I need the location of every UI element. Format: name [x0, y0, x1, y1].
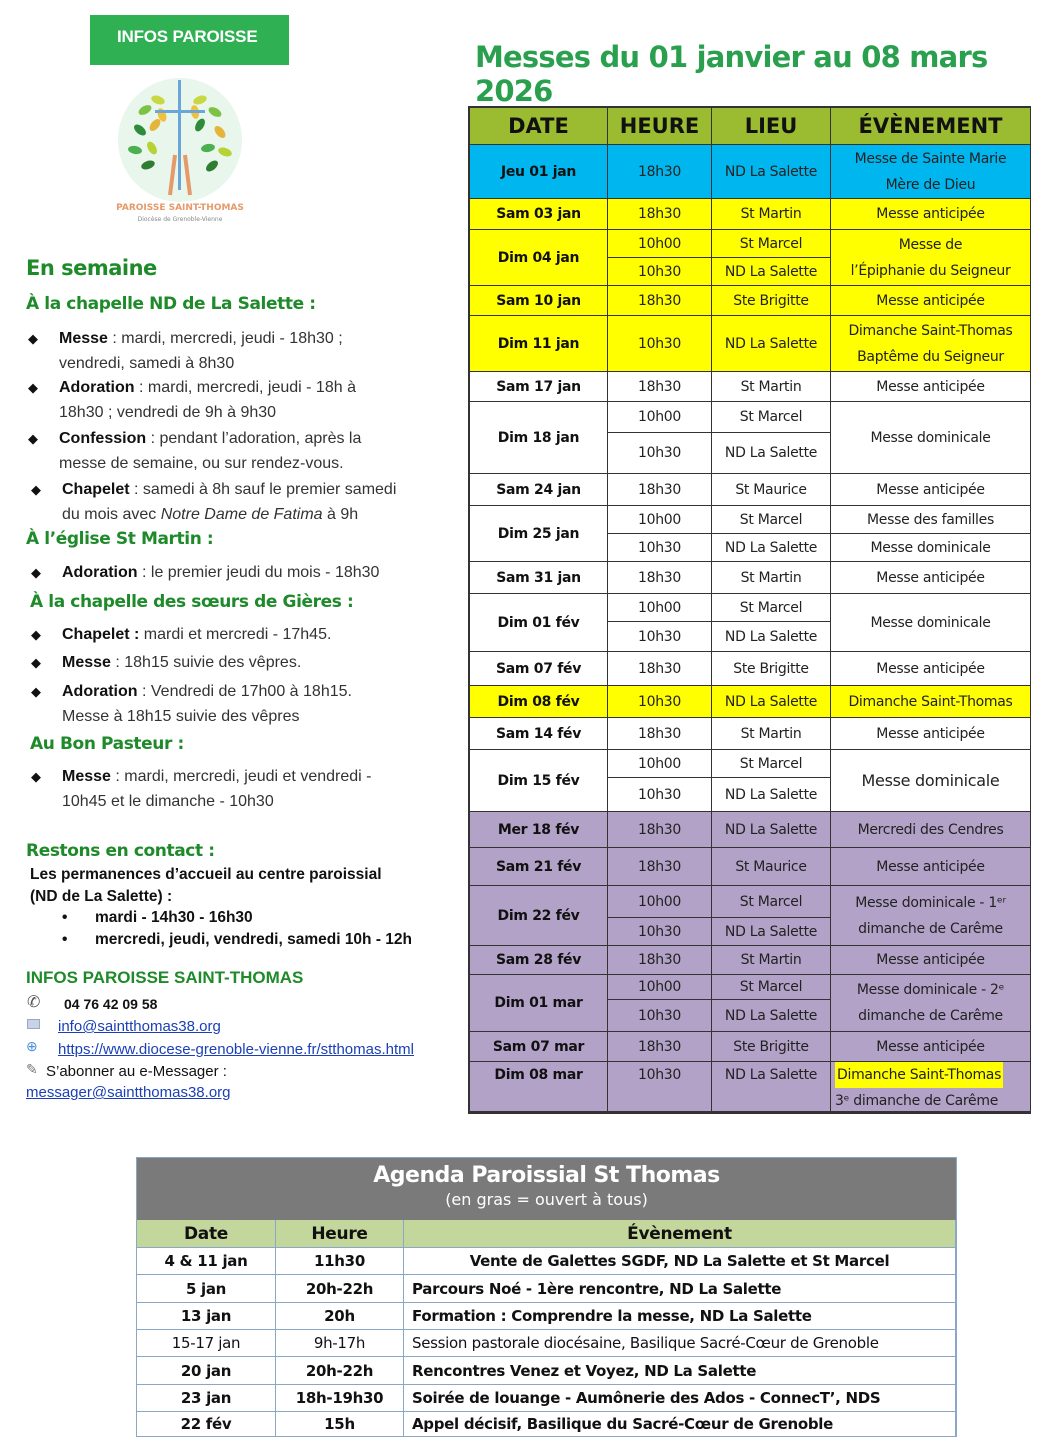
list-item-chapelet-salette: ◆ Chapelet : samedi à 8h sauf le premier samedi du mois avec Notre Dame de Fatima à 9h [31, 477, 451, 527]
mass-place: Ste Brigitte [712, 652, 831, 686]
mass-event-line: Messe anticipée [876, 858, 985, 875]
tree-cross-logo-icon [100, 70, 260, 230]
contact-heading: Restons en contact : [26, 841, 215, 861]
mass-event-line: Messe dominicale [870, 429, 991, 446]
section-heading-st-martin: À l’église St Martin : [26, 529, 214, 549]
list-item-messe-salette: ◆ Messe : mardi, mercredi, jeudi - 18h30 ; vendredi, samedi à 8h30 [28, 326, 448, 376]
mass-event-line: Messe dominicale - 1ᵉʳ [855, 894, 1006, 911]
mass-place: St Martin [712, 718, 831, 750]
mass-event-line: Dimanche Saint-Thomas [848, 322, 1013, 339]
mass-place: St Martin [712, 372, 831, 402]
mass-event [831, 946, 1031, 975]
mass-date: Sam 21 fév [470, 848, 608, 886]
mass-place: ND La Salette [712, 258, 831, 286]
mass-place: St Marcel [712, 750, 831, 778]
mass-time: 18h30 [608, 946, 712, 975]
mass-event [831, 372, 1031, 402]
mass-place: ND La Salette [712, 433, 831, 474]
mass-event-line: Messe de Sainte Marie [854, 150, 1007, 167]
mass-event-line: Messe anticipée [876, 481, 985, 498]
mass-place: ND La Salette [712, 918, 831, 946]
mass-event-line: Messe dominicale [870, 614, 991, 631]
list-item-confession: ◆ Confession : pendant l’adoration, après la messe de semaine, ou sur rendez-vous. [28, 426, 448, 476]
mass-place: St Marcel [712, 886, 831, 918]
phone-number: 04 76 42 09 58 [64, 996, 158, 1012]
mass-event [831, 145, 1031, 199]
header-heure: HEURE [608, 108, 712, 145]
svg-text:Diocèse de Grenoble-Vienne: Diocèse de Grenoble-Vienne [137, 216, 223, 223]
agenda-date: 15-17 jan [137, 1330, 276, 1357]
bullet-icon: • [62, 931, 68, 948]
email-link[interactable]: info@saintthomas38.org [58, 1018, 221, 1035]
mass-event [831, 594, 1031, 652]
mass-place: ND La Salette [712, 1062, 831, 1112]
mass-time: 18h30 [608, 145, 712, 199]
list-item-adoration-salette: ◆ Adoration : mardi, mercredi, jeudi - 18h à 18h30 ; vendredi de 9h à 9h30 [28, 375, 448, 425]
mass-event [831, 848, 1031, 886]
mass-place: ND La Salette [712, 686, 831, 718]
mass-date: Sam 07 fév [470, 652, 608, 686]
mass-event-line: Messe anticipée [876, 292, 985, 309]
diamond-bullet-icon: ◆ [31, 769, 41, 784]
mass-date: Sam 07 mar [470, 1032, 608, 1062]
mass-event-line: Messe anticipée [876, 725, 985, 742]
mass-time: 10h30 [608, 622, 712, 652]
mass-time: 10h00 [608, 750, 712, 778]
mass-time: 10h30 [608, 534, 712, 562]
mass-time: 10h00 [608, 506, 712, 534]
agenda-event: Formation : Comprendre la messe, ND La Salette [404, 1303, 956, 1330]
diamond-bullet-icon: ◆ [28, 331, 38, 346]
mass-time: 18h30 [608, 652, 712, 686]
mass-place: ND La Salette [712, 316, 831, 372]
mass-event-line: Messe anticipée [876, 952, 985, 968]
mass-place: St Marcel [712, 594, 831, 622]
email-icon [27, 1019, 40, 1029]
mass-event [831, 199, 1031, 230]
mass-time: 10h00 [608, 886, 712, 918]
agenda-header-date: Date [137, 1220, 276, 1248]
mass-place: ND La Salette [712, 1000, 831, 1032]
mass-date: Dim 11 jan [470, 316, 608, 372]
agenda-event: Parcours Noé - 1ère rencontre, ND La Salette [404, 1275, 956, 1303]
permanence-slot: • mercredi, jeudi, vendredi, samedi 10h - 12h [62, 931, 413, 948]
mass-date: Dim 08 fév [470, 686, 608, 718]
mass-place: ND La Salette [712, 534, 831, 562]
list-item-adoration-gieres: ◆ Adoration : Vendredi de 17h00 à 18h15. Messe à 18h15 suivie des vêpres [31, 679, 451, 729]
section-heading-bon-pasteur: Au Bon Pasteur : [30, 734, 184, 754]
mass-time: 10h30 [608, 316, 712, 372]
diamond-bullet-icon: ◆ [31, 565, 41, 580]
mass-event: Messe dominicale [831, 534, 1031, 562]
agenda-time: 18h-19h30 [276, 1385, 404, 1412]
permanence-slot: • mardi - 14h30 - 16h30 [62, 909, 253, 926]
agenda-event: Soirée de louange - Aumônerie des Ados - ConnecT’, NDS [404, 1385, 956, 1412]
agenda-time: 20h [276, 1303, 404, 1330]
mass-event-line: Messe anticipée [876, 569, 985, 586]
mass-event-line: Dimanche Saint-Thomas [848, 693, 1013, 710]
infos-saint-thomas-heading: INFOS PAROISSE SAINT-THOMAS [26, 968, 304, 987]
mass-place: ND La Salette [712, 812, 831, 848]
agenda-date: 22 fév [137, 1412, 276, 1437]
agenda-event: Vente de Galettes SGDF, ND La Salette et St Marcel [404, 1248, 956, 1275]
agenda-date: 4 & 11 jan [137, 1248, 276, 1275]
subscribe-label: S’abonner au e-Messager : [46, 1063, 227, 1080]
mass-time: 10h30 [608, 1062, 712, 1112]
mass-place: ND La Salette [712, 622, 831, 652]
mass-time: 18h30 [608, 848, 712, 886]
mass-date: Dim 18 jan [470, 402, 608, 474]
agenda-title: Agenda Paroissial St Thomas [373, 1163, 720, 1188]
mass-date: Mer 18 fév [470, 812, 608, 848]
list-item-adoration-st-martin: ◆ Adoration : le premier jeudi du mois - 18h30 [31, 560, 451, 585]
mass-date: Dim 25 jan [470, 506, 608, 562]
header-date: DATE [470, 108, 608, 145]
mass-date: Dim 15 fév [470, 750, 608, 812]
mass-event [831, 1032, 1031, 1062]
mass-date: Sam 14 fév [470, 718, 608, 750]
mass-event-line: Dimanche Saint-Thomas [835, 1062, 1003, 1088]
mass-event [831, 750, 1031, 812]
mass-time: 10h30 [608, 686, 712, 718]
mass-time: 10h00 [608, 975, 712, 1000]
mass-event-line: Messe dominicale - 2ᵉ [856, 982, 1005, 998]
mass-event-line: Baptême du Seigneur [857, 348, 1004, 365]
mass-place: ND La Salette [712, 778, 831, 812]
mass-time: 18h30 [608, 562, 712, 594]
mass-date: Dim 01 mar [470, 975, 608, 1032]
subscribe-email-link[interactable]: messager@saintthomas38.org [26, 1084, 231, 1101]
mass-event [831, 686, 1031, 718]
mass-event-line: Messe anticipée [876, 378, 985, 395]
diamond-bullet-icon: ◆ [31, 482, 41, 497]
mass-place: St Marcel [712, 230, 831, 258]
agenda-date: 13 jan [137, 1303, 276, 1330]
mass-time: 18h30 [608, 199, 712, 230]
mass-place: Ste Brigitte [712, 286, 831, 316]
mass-time: 10h30 [608, 778, 712, 812]
mass-event: Messe des familles [831, 506, 1031, 534]
mass-time: 10h30 [608, 1000, 712, 1032]
mass-place: St Maurice [712, 474, 831, 506]
mass-date: Sam 31 jan [470, 562, 608, 594]
mass-date: Sam 28 fév [470, 946, 608, 975]
diamond-bullet-icon: ◆ [31, 684, 41, 699]
mass-time: 18h30 [608, 1032, 712, 1062]
svg-text:PAROISSE SAINT-THOMAS: PAROISSE SAINT-THOMAS [116, 203, 244, 213]
mass-event [831, 652, 1031, 686]
mass-event-line: Messe anticipée [876, 1038, 985, 1055]
mass-place: St Martin [712, 946, 831, 975]
mass-event-line: Messe de [898, 236, 963, 253]
mass-event-line: Mercredi des Cendres [857, 821, 1004, 838]
mass-date: Jeu 01 jan [470, 145, 608, 199]
agenda-event: Session pastorale diocésaine, Basilique Sacré-Cœur de Grenoble [404, 1330, 956, 1357]
mass-place: St Marcel [712, 506, 831, 534]
list-item-messe-bon-pasteur: ◆ Messe : mardi, mercredi, jeudi et vendredi - 10h45 et le dimanche - 10h30 [31, 764, 451, 814]
mass-event-line: Messe dominicale [861, 770, 1000, 790]
mass-time: 10h00 [608, 594, 712, 622]
mass-place: St Maurice [712, 848, 831, 886]
agenda-date: 23 jan [137, 1385, 276, 1412]
mass-date: Sam 24 jan [470, 474, 608, 506]
agenda-table [136, 1157, 957, 1437]
mass-event-line: dimanche de Carême [858, 920, 1003, 937]
mass-event [831, 474, 1031, 506]
mass-event [831, 1062, 1031, 1112]
mass-time: 10h30 [608, 433, 712, 474]
section-heading-salette: À la chapelle ND de La Salette : [26, 294, 316, 314]
parish-logo [100, 70, 260, 230]
mass-time: 18h30 [608, 718, 712, 750]
diamond-bullet-icon: ◆ [28, 380, 38, 395]
mass-time: 10h00 [608, 402, 712, 433]
mass-date: Dim 22 fév [470, 886, 608, 946]
mass-time: 10h00 [608, 230, 712, 258]
mass-event-line: l’Épiphanie du Seigneur [850, 262, 1011, 279]
agenda-header-heure: Heure [276, 1220, 404, 1248]
mass-place: St Martin [712, 562, 831, 594]
mass-event [831, 812, 1031, 848]
agenda-time: 15h [276, 1412, 404, 1437]
mass-event-line: Mère de Dieu [885, 176, 976, 193]
mass-time: 18h30 [608, 286, 712, 316]
en-semaine-heading: En semaine [26, 256, 157, 280]
globe-icon: ⊕ [26, 1038, 38, 1054]
agenda-subtitle: (en gras = ouvert à tous) [445, 1190, 648, 1209]
diamond-bullet-icon: ◆ [31, 655, 41, 670]
mass-time: 10h30 [608, 258, 712, 286]
agenda-header-evenement: Évènement [404, 1220, 956, 1248]
list-item-messe-gieres: ◆ Messe : 18h15 suivie des vêpres. [31, 650, 451, 675]
mass-date: Sam 03 jan [470, 199, 608, 230]
mass-date: Sam 10 jan [470, 286, 608, 316]
masses-table [468, 106, 1031, 1114]
mass-event [831, 718, 1031, 750]
page-title: Messes du 01 janvier au 08 mars 2026 [475, 40, 988, 108]
agenda-time: 11h30 [276, 1248, 404, 1275]
section-heading-gieres: À la chapelle des sœurs de Gières : [30, 592, 354, 612]
mass-event [831, 230, 1031, 286]
mass-time: 18h30 [608, 372, 712, 402]
header-evenement: ÉVÈNEMENT [831, 108, 1031, 145]
mass-date: Dim 08 mar [470, 1062, 608, 1112]
mass-place: ND La Salette [712, 145, 831, 199]
mass-place: Ste Brigitte [712, 1032, 831, 1062]
mass-place: St Martin [712, 199, 831, 230]
header-lieu: LIEU [712, 108, 831, 145]
permanences-line-2: (ND de La Salette) : [30, 888, 173, 905]
mass-event [831, 286, 1031, 316]
website-link[interactable]: https://www.diocese-grenoble-vienne.fr/stthomas.html [58, 1041, 414, 1058]
mass-event [831, 402, 1031, 474]
agenda-event: Appel décisif, Basilique du Sacré-Cœur de Grenoble [404, 1412, 956, 1437]
agenda-time: 20h-22h [276, 1275, 404, 1303]
agenda-date: 5 jan [137, 1275, 276, 1303]
mass-date: Dim 04 jan [470, 230, 608, 286]
mass-time: 10h30 [608, 918, 712, 946]
mass-place: St Marcel [712, 975, 831, 1000]
agenda-event: Rencontres Venez et Voyez, ND La Salette [404, 1357, 956, 1385]
mass-event [831, 562, 1031, 594]
mass-time: 18h30 [608, 812, 712, 848]
mass-event [831, 886, 1031, 946]
bullet-icon: • [62, 909, 68, 926]
mass-event-line: 3ᵉ dimanche de Carême [835, 1093, 999, 1109]
mass-time: 18h30 [608, 474, 712, 506]
mass-event [831, 316, 1031, 372]
pen-icon: ✎ [26, 1061, 38, 1077]
infos-paroisse-badge: INFOS PAROISSE [90, 15, 289, 65]
agenda-title-bar [137, 1158, 956, 1220]
diamond-bullet-icon: ◆ [28, 431, 38, 446]
agenda-time: 9h-17h [276, 1330, 404, 1357]
mass-place: St Marcel [712, 402, 831, 433]
mass-event-line: Messe anticipée [876, 660, 985, 677]
mass-event-line: dimanche de Carême [858, 1008, 1003, 1024]
agenda-date: 20 jan [137, 1357, 276, 1385]
mass-date: Dim 01 fév [470, 594, 608, 652]
mass-event [831, 975, 1031, 1032]
list-item-chapelet-gieres: ◆ Chapelet : mardi et mercredi - 17h45. [31, 622, 451, 647]
mass-event-line: Messe anticipée [876, 206, 985, 222]
phone-icon: ✆ [27, 994, 41, 1011]
mass-date: Sam 17 jan [470, 372, 608, 402]
agenda-time: 20h-22h [276, 1357, 404, 1385]
diamond-bullet-icon: ◆ [31, 627, 41, 642]
permanences-line-1: Les permanences d’accueil au centre paroissial [30, 866, 382, 883]
